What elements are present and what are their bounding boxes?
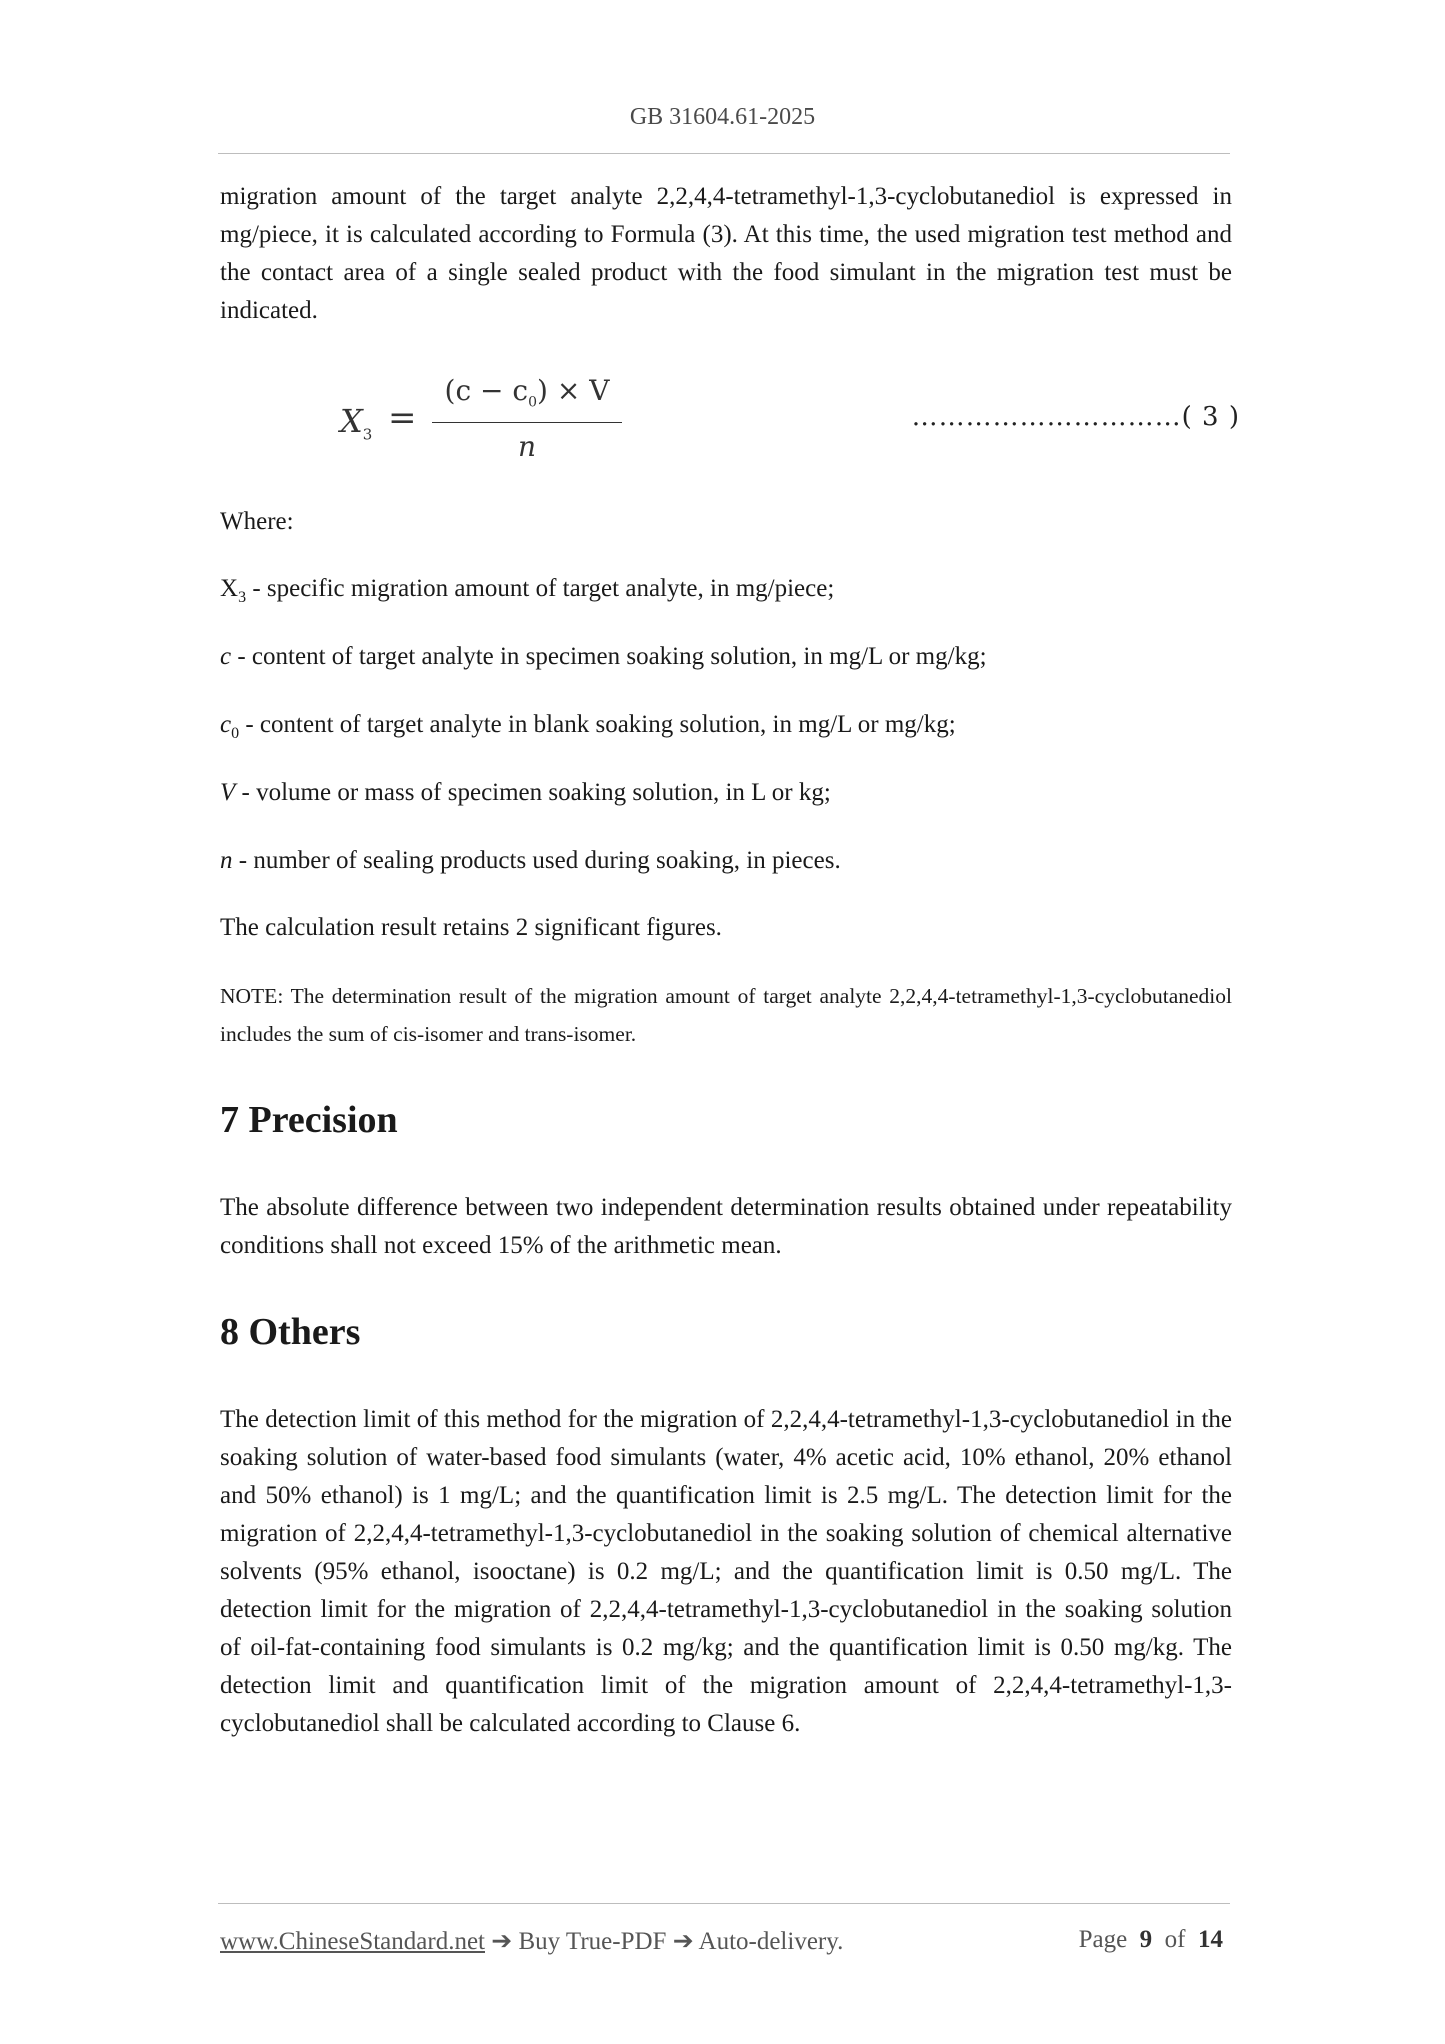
buy-true-pdf-text: Buy True-PDF (518, 1928, 667, 1955)
arrow-right-icon: ➔ (672, 1928, 694, 1955)
section-7-text: The absolute difference between two independent determination results obtained under repeatability conditions shall not exceed 15% of the arithmetic mean. (220, 1194, 1232, 1259)
definition-n: n - number of sealing products used during soaking, in pieces. (220, 847, 841, 874)
formula-denominator: n (517, 430, 537, 463)
note-paragraph: NOTE: The determination result of the migration amount of target analyte 2,2,4,4-tetramethyl-1,3-cyclobutanediol includes the sum of cis-isomer and trans-isomer. (220, 984, 1232, 1046)
where-label: Where: (220, 508, 294, 535)
section-7-heading: 7 Precision (220, 1099, 398, 1141)
header-divider (218, 153, 1230, 154)
document-header-id: GB 31604.61-2025 (629, 104, 816, 130)
current-page: 9 (1139, 1926, 1153, 1953)
intro-paragraph: migration amount of the target analyte 2,2,4,4-tetramethyl-1,3-cyclobutanediol is expressed in mg/piece, it is calculated according to Formula (3). At this time, the used migration test method and the contact area of a single sealed product with the food simulant in the migration test must be indicated. (220, 183, 1232, 324)
formula-3 (340, 374, 1240, 468)
definition-x3: $X_3$ - specific migration amount of target analyte, in mg/piece; (220, 575, 835, 606)
formula-number: …………………………( 3 ) (911, 402, 1240, 432)
arrow-right-icon: ➔ (491, 1928, 513, 1955)
footer-promo (220, 1926, 843, 1956)
formula-numerator: $(c - c_0) \times V$ (444, 374, 610, 411)
definition-c: c - content of target analyte in specimen soaking solution, in mg/L or mg/kg; (220, 643, 987, 670)
page-indicator: Page 9 of 14 (1078, 1926, 1223, 1953)
fraction-bar (432, 422, 622, 423)
auto-delivery-text: Auto-delivery. (698, 1928, 844, 1955)
section-8-heading: 8 Others (220, 1311, 361, 1353)
formula-equals: = (388, 398, 417, 438)
result-statement: The calculation result retains 2 significant figures. (220, 914, 722, 941)
formula-lhs: $X_3$ (340, 402, 373, 444)
total-pages: 14 (1198, 1926, 1223, 1953)
definition-v: V - volume or mass of specimen soaking solution, in L or kg; (220, 779, 831, 806)
footer-divider (218, 1903, 1230, 1904)
section-8-text: The detection limit of this method for the migration of 2,2,4,4-tetramethyl-1,3-cyclobutanediol in the soaking solution of water-based food simulants (water, 4% acetic acid, 10% ethanol, 20% ethanol and 50% ethanol) is 1 mg/L; and the quantification limit is 2.5 mg/L. The detection limit for the migration of 2,2,4,4-tetramethyl-1,3-cyclobutanediol in the soaking solution of chemical alternative solvents (95% ethanol, isooctane) is 0.2 mg/L; and the quantification limit is 0.50 mg/L. The detection limit for the migration of 2,2,4,4-tetramethyl-1,3-cyclobutanediol in the soaking solution of oil-fat-containing food simulants is 0.2 mg/kg; and the quantification limit is 0.50 mg/kg. The detection limit and quantification limit of the migration amount of 2,2,4,4-tetramethyl-1,3-cyclobutanediol shall be calculated according to Clause 6. (220, 1406, 1232, 1737)
site-link[interactable]: www.ChineseStandard.net (220, 1928, 485, 1955)
definition-c0: $c_0$ - content of target analyte in blank soaking solution, in mg/L or mg/kg; (220, 711, 956, 742)
